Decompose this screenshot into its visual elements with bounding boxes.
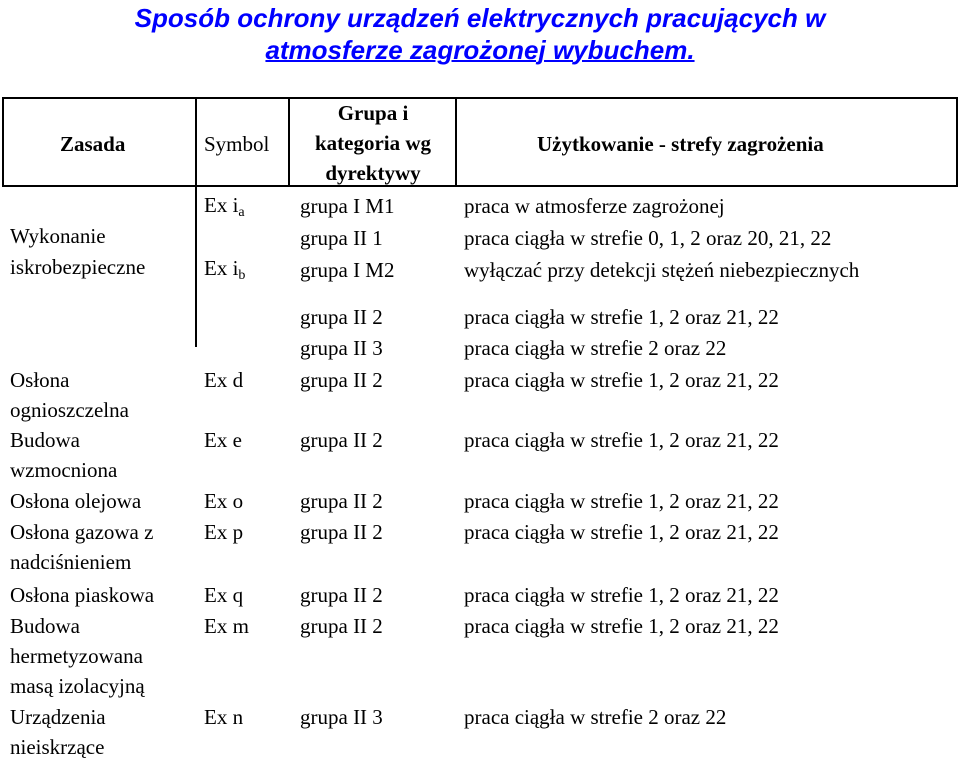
symbol-ex-ib: Ex $i_b$: [204, 256, 246, 283]
zasada-oslona-olejowa: Osłona olejowa: [10, 489, 142, 513]
table-top-border: [2, 97, 958, 99]
header-grupa-line-3: dyrektywy: [325, 161, 421, 185]
zasada-budowa-herm: Budowa: [10, 614, 80, 638]
symbol-ex-q: Ex q: [204, 583, 244, 607]
symbol-ex-ia: Ex $i_a$: [204, 193, 245, 220]
table-right-border: [956, 97, 958, 187]
header-zasada: Zasada: [60, 132, 126, 156]
zasada-masa-izolacyjna: masą izolacyjną: [10, 674, 145, 698]
zasada-wzmocniona: wzmocniona: [10, 458, 118, 482]
uzyt-r11: praca ciągła w strefie 1, 2 oraz 21, 22: [464, 614, 779, 638]
grupa-r3: grupa I M2: [300, 258, 395, 282]
table-left-border: [2, 97, 4, 187]
symbol-ex-d: Ex d: [204, 368, 244, 392]
grupa-r7: grupa II 2: [300, 428, 383, 452]
symbol-ex-n: Ex n: [204, 705, 244, 729]
header-bottom-border: [2, 185, 958, 187]
header-grupa-line-2: kategoria wg: [314, 131, 432, 155]
zasada-oslona-piaskowa: Osłona piaskowa: [10, 583, 155, 607]
uzyt-r3: wyłączać przy detekcji stężeń niebezpiecznych: [464, 258, 860, 282]
grupa-r10: grupa II 2: [300, 583, 383, 607]
symbol-ex-p: Ex p: [204, 520, 244, 544]
page-title: [0, 2, 960, 66]
uzyt-r1: praca w atmosferze zagrożonej: [464, 194, 725, 218]
zasada-nieiskrzace: nieiskrzące: [10, 735, 105, 759]
grupa-r5: grupa II 3: [300, 336, 383, 360]
grupa-r8: grupa II 2: [300, 489, 383, 513]
uzyt-r6: praca ciągła w strefie 1, 2 oraz 21, 22: [464, 368, 779, 392]
grupa-r1: grupa I M1: [300, 194, 395, 218]
header-grupa-line-1: Grupa i: [337, 101, 409, 125]
zasada-wykonanie: Wykonanie: [10, 224, 106, 248]
uzyt-r5: praca ciągła w strefie 2 oraz 22: [464, 336, 727, 360]
symbol-ex-e: Ex e: [204, 428, 242, 452]
header-uzytkowanie: Użytkowanie - strefy zagrożenia: [537, 132, 824, 156]
grupa-r9: grupa II 2: [300, 520, 383, 544]
zasada-ognioszczelna: ognioszczelna: [10, 398, 129, 422]
header-symbol: Symbol: [204, 132, 270, 156]
symbol-ex-o: Ex o: [204, 489, 244, 513]
zasada-oslona-gazowa: Osłona gazowa z: [10, 520, 154, 544]
title-line-2: atmosferze zagrożonej wybuchem.: [265, 35, 695, 65]
grupa-r2: grupa II 1: [300, 226, 383, 250]
uzyt-r2: praca ciągła w strefie 0, 1, 2 oraz 20, 21, 22: [464, 226, 832, 250]
title-line-1: Sposób ochrony urządzeń elektrycznych pracujących w: [134, 3, 826, 33]
symbol-ex-m: Ex m: [204, 614, 249, 638]
uzyt-r4: praca ciągła w strefie 1, 2 oraz 21, 22: [464, 305, 779, 329]
grupa-r11: grupa II 2: [300, 614, 383, 638]
zasada-oslona: Osłona: [10, 368, 70, 392]
uzyt-r9: praca ciągła w strefie 1, 2 oraz 21, 22: [464, 520, 779, 544]
uzyt-r8: praca ciągła w strefie 1, 2 oraz 21, 22: [464, 489, 779, 513]
grupa-r6: grupa II 2: [300, 368, 383, 392]
symbol-column-divider: [195, 97, 197, 347]
zasada-nadcisnieniem: nadciśnieniem: [10, 550, 132, 574]
zasada-budowa: Budowa: [10, 428, 80, 452]
zasada-hermetyzowana: hermetyzowana: [10, 644, 143, 668]
zasada-urzadzenia: Urządzenia: [10, 705, 106, 729]
uzyt-r7: praca ciągła w strefie 1, 2 oraz 21, 22: [464, 428, 779, 452]
grupa-r4: grupa II 2: [300, 305, 383, 329]
uzyt-r12: praca ciągła w strefie 2 oraz 22: [464, 705, 727, 729]
zasada-iskrobezpieczne: iskrobezpieczne: [10, 255, 146, 279]
uzyt-r10: praca ciągła w strefie 1, 2 oraz 21, 22: [464, 583, 779, 607]
grupa-r12: grupa II 3: [300, 705, 383, 729]
